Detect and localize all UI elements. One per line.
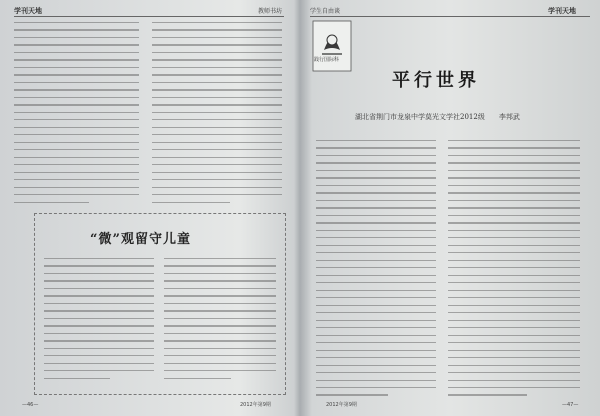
right-header-rule (310, 16, 590, 17)
article-title: 平行世界 (392, 70, 480, 91)
left-footer-issue: 2012年第9期 (240, 402, 271, 408)
left-column-2-text (152, 22, 282, 209)
sidebar-article-title: “微”观留守儿童 (90, 232, 191, 247)
right-page-number: —47— (562, 402, 579, 408)
left-page (0, 0, 298, 416)
right-column-1-text (316, 140, 436, 402)
left-page-number: —46— (22, 402, 39, 408)
right-header-category: 学生自由谈 (310, 8, 341, 15)
left-header-category: 教师书坊 (258, 8, 283, 15)
article-byline: 湖北省荆门市龙泉中学莫光文学社2012级 李邦武 (355, 113, 520, 121)
sidebar-column-2-text (164, 258, 276, 385)
right-column-2-text (448, 140, 580, 402)
left-header-section: 学刊天地 (14, 7, 42, 15)
school-emblem-icon (312, 20, 352, 72)
left-column-1-text (14, 22, 139, 209)
right-footer-issue: 2012年第9期 (326, 402, 357, 408)
left-header-rule (14, 16, 284, 17)
right-header-section: 学刊天地 (548, 7, 576, 15)
emblem-caption: 践行国际科 (314, 57, 340, 63)
sidebar-column-1-text (44, 258, 154, 385)
